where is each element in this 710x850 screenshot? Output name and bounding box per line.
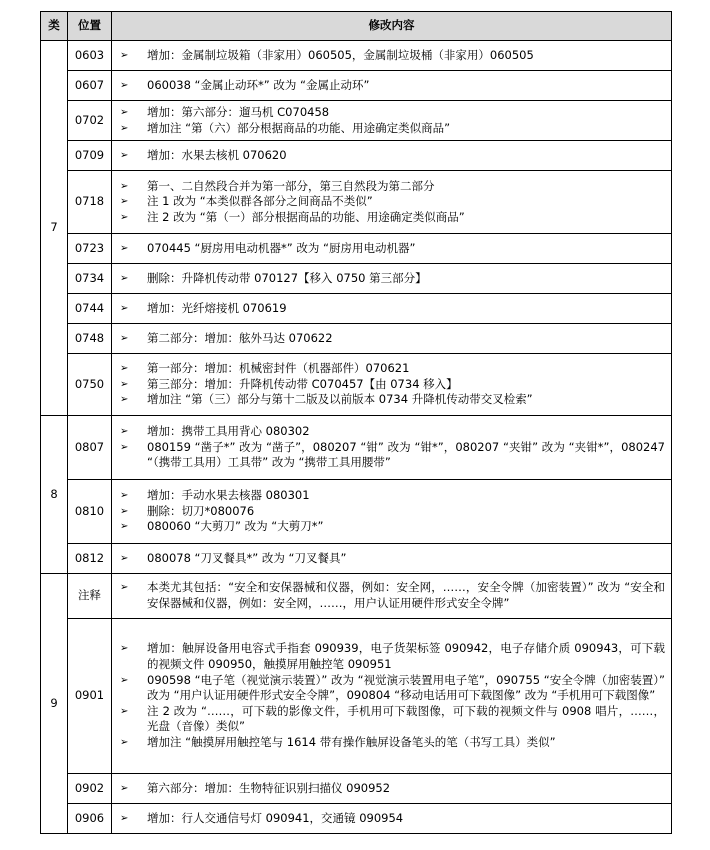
bullet-arrow-icon: ➢: [120, 106, 129, 118]
content-item-text: 增加：第六部分：遛马机 C070458: [147, 104, 330, 119]
content-item-text: 第六部分：增加：生物特征识别扫描仪 090952: [147, 780, 391, 795]
content-item-text: 增加注 “触摸屏用触控笔与 1614 带有操作触屏设备笔头的笔（书写工具）类似”: [147, 734, 556, 749]
table-row: [41, 264, 672, 294]
content-item: [120, 179, 665, 195]
table-row: [41, 619, 672, 774]
content-item: [120, 361, 665, 377]
content-item: [120, 641, 665, 672]
content-item: [120, 704, 665, 735]
content-cell: [112, 416, 672, 480]
bullet-arrow-icon: ➢: [120, 782, 129, 794]
table-header-row: [41, 12, 672, 41]
content-cell: [112, 171, 672, 234]
table-row: [41, 416, 672, 480]
table-row: [41, 544, 672, 574]
bullet-arrow-icon: ➢: [120, 812, 129, 824]
bullet-arrow-icon: ➢: [120, 378, 129, 390]
content-item-text: 第二部分：增加：舷外马达 070622: [147, 330, 333, 345]
content-item: [120, 48, 665, 64]
bullet-arrow-icon: ➢: [120, 196, 129, 208]
content-cell: [112, 354, 672, 416]
bullet-arrow-icon: ➢: [120, 332, 129, 344]
content-item: [120, 519, 665, 535]
content-item: [120, 580, 665, 611]
table-row: [41, 480, 672, 544]
class-cell: 7: [41, 41, 68, 416]
content-item-text: 第一部分：增加：机械密封件（机器部件）070621: [147, 361, 410, 376]
bullet-arrow-icon: ➢: [120, 705, 129, 717]
content-item-text: 增加：光纤熔接机 070619: [147, 300, 287, 315]
content-item: [120, 377, 665, 393]
content-item-text: 注 2 改为 “……，可下载的影像文件，手机用可下载图像，可下载的视频文件与 0908 唱片，……，光盘（音像）类似”: [147, 703, 665, 734]
position-cell: 0902: [68, 774, 112, 804]
content-item: [120, 105, 665, 121]
content-item: [120, 331, 665, 347]
class-cell: 9: [41, 574, 68, 834]
content-item-text: 增加：金属制垃圾箱（非家用）060505，金属制垃圾桶（非家用）060505: [147, 47, 534, 62]
content-item: [120, 241, 665, 257]
content-item: [120, 781, 665, 797]
header-position: 位置: [68, 12, 112, 41]
bullet-arrow-icon: ➢: [120, 490, 129, 502]
position-cell: 0748: [68, 324, 112, 354]
content-item: [120, 488, 665, 504]
position-cell: 0734: [68, 264, 112, 294]
bullet-arrow-icon: ➢: [120, 363, 129, 375]
bullet-arrow-icon: ➢: [120, 272, 129, 284]
table-row: [41, 101, 672, 141]
content-item: [120, 148, 665, 164]
bullet-arrow-icon: ➢: [120, 426, 129, 438]
bullet-arrow-icon: ➢: [120, 674, 129, 686]
content-cell: [112, 264, 672, 294]
header-content: 修改内容: [112, 12, 672, 41]
content-item: [120, 735, 665, 751]
content-item: [120, 440, 665, 471]
content-item-text: 090598 “电子笔（视觉演示装置）” 改为 “视觉演示装置用电子笔”，090755 “安全令牌（加密装置）” 改为 “用户认证用硬件形式安全令牌”，090804 “移动电话用可下载图像” 改为 “手机用可下载图像”: [147, 672, 665, 703]
content-item: [120, 210, 665, 226]
content-item-text: 070445 “厨房用电动机器*” 改为 “厨房用电动机器”: [147, 240, 416, 255]
position-cell: 0709: [68, 141, 112, 171]
position-cell: 0723: [68, 234, 112, 264]
content-item: [120, 424, 665, 440]
position-cell: 注释: [68, 574, 112, 619]
content-item-text: 060038 “金属止动环*” 改为 “金属止动环”: [147, 77, 370, 92]
bullet-arrow-icon: ➢: [120, 180, 129, 192]
content-cell: [112, 480, 672, 544]
position-cell: 0812: [68, 544, 112, 574]
content-item: [120, 271, 665, 287]
content-cell: [112, 71, 672, 101]
bullet-arrow-icon: ➢: [120, 521, 129, 533]
class-cell: 8: [41, 416, 68, 574]
content-cell: [112, 619, 672, 774]
position-cell: 0718: [68, 171, 112, 234]
bullet-arrow-icon: ➢: [120, 552, 129, 564]
content-item-text: 增加：手动水果去核器 080301: [147, 488, 310, 503]
position-cell: 0810: [68, 480, 112, 544]
content-item: [120, 392, 665, 408]
content-item: [120, 78, 665, 94]
content-item-text: 删除：升降机传动带 070127【移入 0750 第三部分】: [147, 270, 427, 285]
content-cell: [112, 804, 672, 834]
position-cell: 0607: [68, 71, 112, 101]
content-item-text: 第一、二自然段合并为第一部分，第三自然段为第二部分: [147, 178, 435, 193]
table-row: [41, 141, 672, 171]
bullet-arrow-icon: ➢: [120, 505, 129, 517]
content-item-text: 080060 “大剪刀” 改为 “大剪刀*”: [147, 519, 324, 534]
content-item-text: 注 1 改为 “本类似群各部分之间商品不类似”: [147, 194, 373, 209]
content-item: [120, 811, 665, 827]
bullet-arrow-icon: ➢: [120, 122, 129, 134]
table-row: [41, 774, 672, 804]
content-item-text: 注 2 改为 “第（一）部分根据商品的功能、用途确定类似商品”: [147, 209, 465, 224]
content-item-text: 增加：触屏设备用电容式手指套 090939，电子货架标签 090942，电子存储介质 090943，可下载的视频文件 090950，触摸屏用触控笔 090951: [147, 641, 665, 672]
table-row: [41, 294, 672, 324]
table-row: [41, 41, 672, 71]
header-class: 类: [41, 12, 68, 41]
content-item-text: 删除：切刀*080076: [147, 503, 255, 518]
position-cell: 0603: [68, 41, 112, 71]
bullet-arrow-icon: ➢: [120, 242, 129, 254]
bullet-arrow-icon: ➢: [120, 79, 129, 91]
content-item-text: 增加注 “第（六）部分根据商品的功能、用途确定类似商品”: [147, 120, 451, 135]
table-row: [41, 324, 672, 354]
position-cell: 0906: [68, 804, 112, 834]
content-item: [120, 551, 665, 567]
content-item-text: 080159 “凿子*” 改为 “凿子”，080207 “钳” 改为 “钳*”，080207 “夹钳” 改为 “夹钳*”，080247 “（携带工具用）工具带” 改为 “携带工具用腰带”: [147, 439, 665, 470]
bullet-arrow-icon: ➢: [120, 211, 129, 223]
table-row: [41, 71, 672, 101]
content-item-text: 080078 “刀叉餐具*” 改为 “刀叉餐具”: [147, 550, 347, 565]
position-cell: 0744: [68, 294, 112, 324]
position-cell: 0750: [68, 354, 112, 416]
content-item: [120, 121, 665, 137]
content-item: [120, 504, 665, 520]
bullet-arrow-icon: ➢: [120, 643, 129, 655]
bullet-arrow-icon: ➢: [120, 441, 129, 453]
bullet-arrow-icon: ➢: [120, 149, 129, 161]
content-cell: [112, 324, 672, 354]
content-item: [120, 301, 665, 317]
modification-table: [40, 11, 672, 834]
content-item-text: 增加注 “第（三）部分与第十二版及以前版本 0734 升降机传动带交叉检索”: [147, 392, 533, 407]
table-row: [41, 574, 672, 619]
table-row: [41, 354, 672, 416]
content-cell: [112, 774, 672, 804]
position-cell: 0901: [68, 619, 112, 774]
table-row: [41, 804, 672, 834]
bullet-arrow-icon: ➢: [120, 582, 129, 594]
content-item-text: 增加：行人交通信号灯 090941，交通镜 090954: [147, 810, 404, 825]
table-body: [41, 41, 672, 834]
content-cell: [112, 234, 672, 264]
content-item-text: 增加：携带工具用背心 080302: [147, 424, 310, 439]
content-cell: [112, 574, 672, 619]
bullet-arrow-icon: ➢: [120, 49, 129, 61]
content-item: [120, 673, 665, 704]
content-item-text: 本类尤其包括：“安全和安保器械和仪器，例如：安全网，……，安全令牌（加密装置）” 改为 “安全和安保器械和仪器，例如：安全网，……，用户认证用硬件形式安全令牌”: [147, 580, 665, 610]
bullet-arrow-icon: ➢: [120, 394, 129, 406]
bullet-arrow-icon: ➢: [120, 302, 129, 314]
content-item-text: 第三部分：增加：升降机传动带 C070457【由 0734 移入】: [147, 376, 458, 391]
content-cell: [112, 101, 672, 141]
table-row: [41, 234, 672, 264]
content-item-text: 增加：水果去核机 070620: [147, 147, 287, 162]
content-cell: [112, 141, 672, 171]
position-cell: 0702: [68, 101, 112, 141]
modification-table-container: [40, 11, 671, 834]
position-cell: 0807: [68, 416, 112, 480]
content-cell: [112, 41, 672, 71]
content-cell: [112, 544, 672, 574]
table-row: [41, 171, 672, 234]
content-item: [120, 194, 665, 210]
content-cell: [112, 294, 672, 324]
bullet-arrow-icon: ➢: [120, 736, 129, 748]
